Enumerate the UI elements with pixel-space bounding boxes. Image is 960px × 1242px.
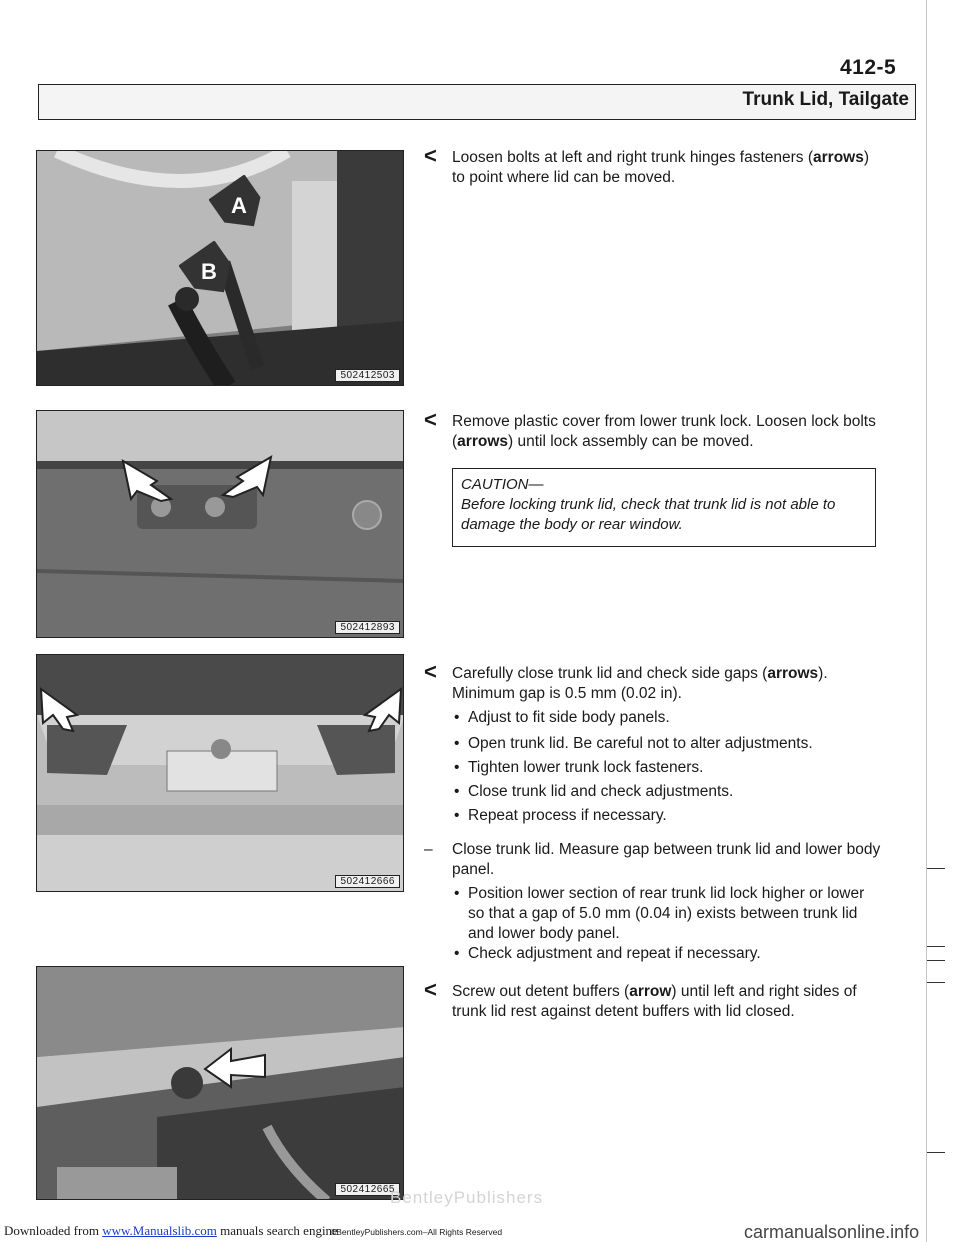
margin-mark bbox=[927, 960, 945, 961]
margin-mark bbox=[927, 868, 945, 869]
photo-rear-gaps bbox=[36, 654, 404, 892]
rear-car-illustration bbox=[37, 655, 404, 892]
photo-code: 502412893 bbox=[335, 621, 400, 634]
page-number: 412-5 bbox=[840, 56, 897, 79]
lock-illustration bbox=[37, 411, 404, 638]
photo-trunk-lock bbox=[36, 410, 404, 638]
chevron-left-icon: < bbox=[424, 659, 437, 684]
list-item: • Check adjustment and repeat if necessary. bbox=[452, 944, 892, 964]
list-item: • Position lower section of rear trunk lid lock higher or lower so that a gap of 5.0 mm (0.04 in) exists between trunk lid and lower body panel. bbox=[452, 884, 882, 944]
photo-code: 502412503 bbox=[335, 369, 400, 382]
callout-b-label: B bbox=[201, 259, 217, 284]
caution-body: Before locking trunk lid, check that trunk lid is not able to damage the body or rear window. bbox=[461, 496, 836, 533]
step-measure-gap: – Close trunk lid. Measure gap between trunk lid and lower body panel. bbox=[424, 841, 881, 878]
callout-a-icon bbox=[209, 175, 269, 235]
section-header bbox=[38, 84, 916, 120]
arrow-icon bbox=[201, 1041, 271, 1091]
manualslib-link[interactable]: www.Manualslib.com bbox=[102, 1223, 217, 1238]
chevron-left-icon: < bbox=[424, 143, 437, 168]
watermark: BentleyPublishers bbox=[390, 1188, 544, 1207]
margin-mark bbox=[927, 982, 945, 983]
chevron-left-icon: < bbox=[424, 977, 437, 1002]
step-loosen-hinge-bolts: < Loosen bolts at left and right trunk hinges fasteners (arrows) to point where lid can be moved. bbox=[424, 143, 870, 186]
arrow-right-icon bbox=[355, 685, 404, 735]
list-item: • Open trunk lid. Be careful not to alter adjustments. bbox=[452, 734, 892, 754]
caution-title: CAUTION— bbox=[461, 476, 544, 493]
arrow-left-icon bbox=[117, 455, 177, 505]
footer-download-note: Downloaded from www.Manualslib.com manuals search engine bbox=[4, 1223, 338, 1238]
dash-mark: – bbox=[424, 841, 433, 858]
margin-mark bbox=[927, 946, 945, 947]
list-item: • Adjust to fit side body panels. bbox=[452, 708, 892, 728]
step-check-side-gaps: < Carefully close trunk lid and check side gaps (arrows). Minimum gap is 0.5 mm (0.02 in). bbox=[424, 659, 828, 702]
section-title: Trunk Lid, Tailgate bbox=[742, 89, 909, 110]
list-item: • Repeat process if necessary. bbox=[452, 806, 892, 826]
list-item: • Close trunk lid and check adjustments. bbox=[452, 782, 892, 802]
chevron-left-icon: < bbox=[424, 407, 437, 432]
photo-detent-buffers bbox=[36, 966, 404, 1200]
arrow-right-icon bbox=[217, 451, 277, 501]
footer-copyright: ©BentleyPublishers.com–All Rights Reserved bbox=[330, 1227, 503, 1237]
step-screw-detent-buffers: < Screw out detent buffers (arrow) until left and right sides of trunk lid rest against detent buffers with lid closed. bbox=[424, 977, 857, 1020]
margin-line bbox=[926, 0, 927, 1242]
caution-box bbox=[452, 468, 876, 547]
callout-b-icon bbox=[179, 241, 239, 301]
callout-a-label: A bbox=[231, 193, 247, 218]
footer-site: carmanualsonline.info bbox=[744, 1222, 920, 1242]
arrow-left-icon bbox=[37, 685, 87, 735]
photo-code: 502412665 bbox=[335, 1183, 400, 1196]
photo-trunk-hinges bbox=[36, 150, 404, 386]
margin-mark bbox=[927, 1152, 945, 1153]
step-remove-lock-cover: < Remove plastic cover from lower trunk lock. Loosen lock bolts (arrows) until lock assembly can be moved. bbox=[424, 407, 876, 450]
photo-code: 502412666 bbox=[335, 875, 400, 888]
list-item: • Tighten lower trunk lock fasteners. bbox=[452, 758, 892, 778]
